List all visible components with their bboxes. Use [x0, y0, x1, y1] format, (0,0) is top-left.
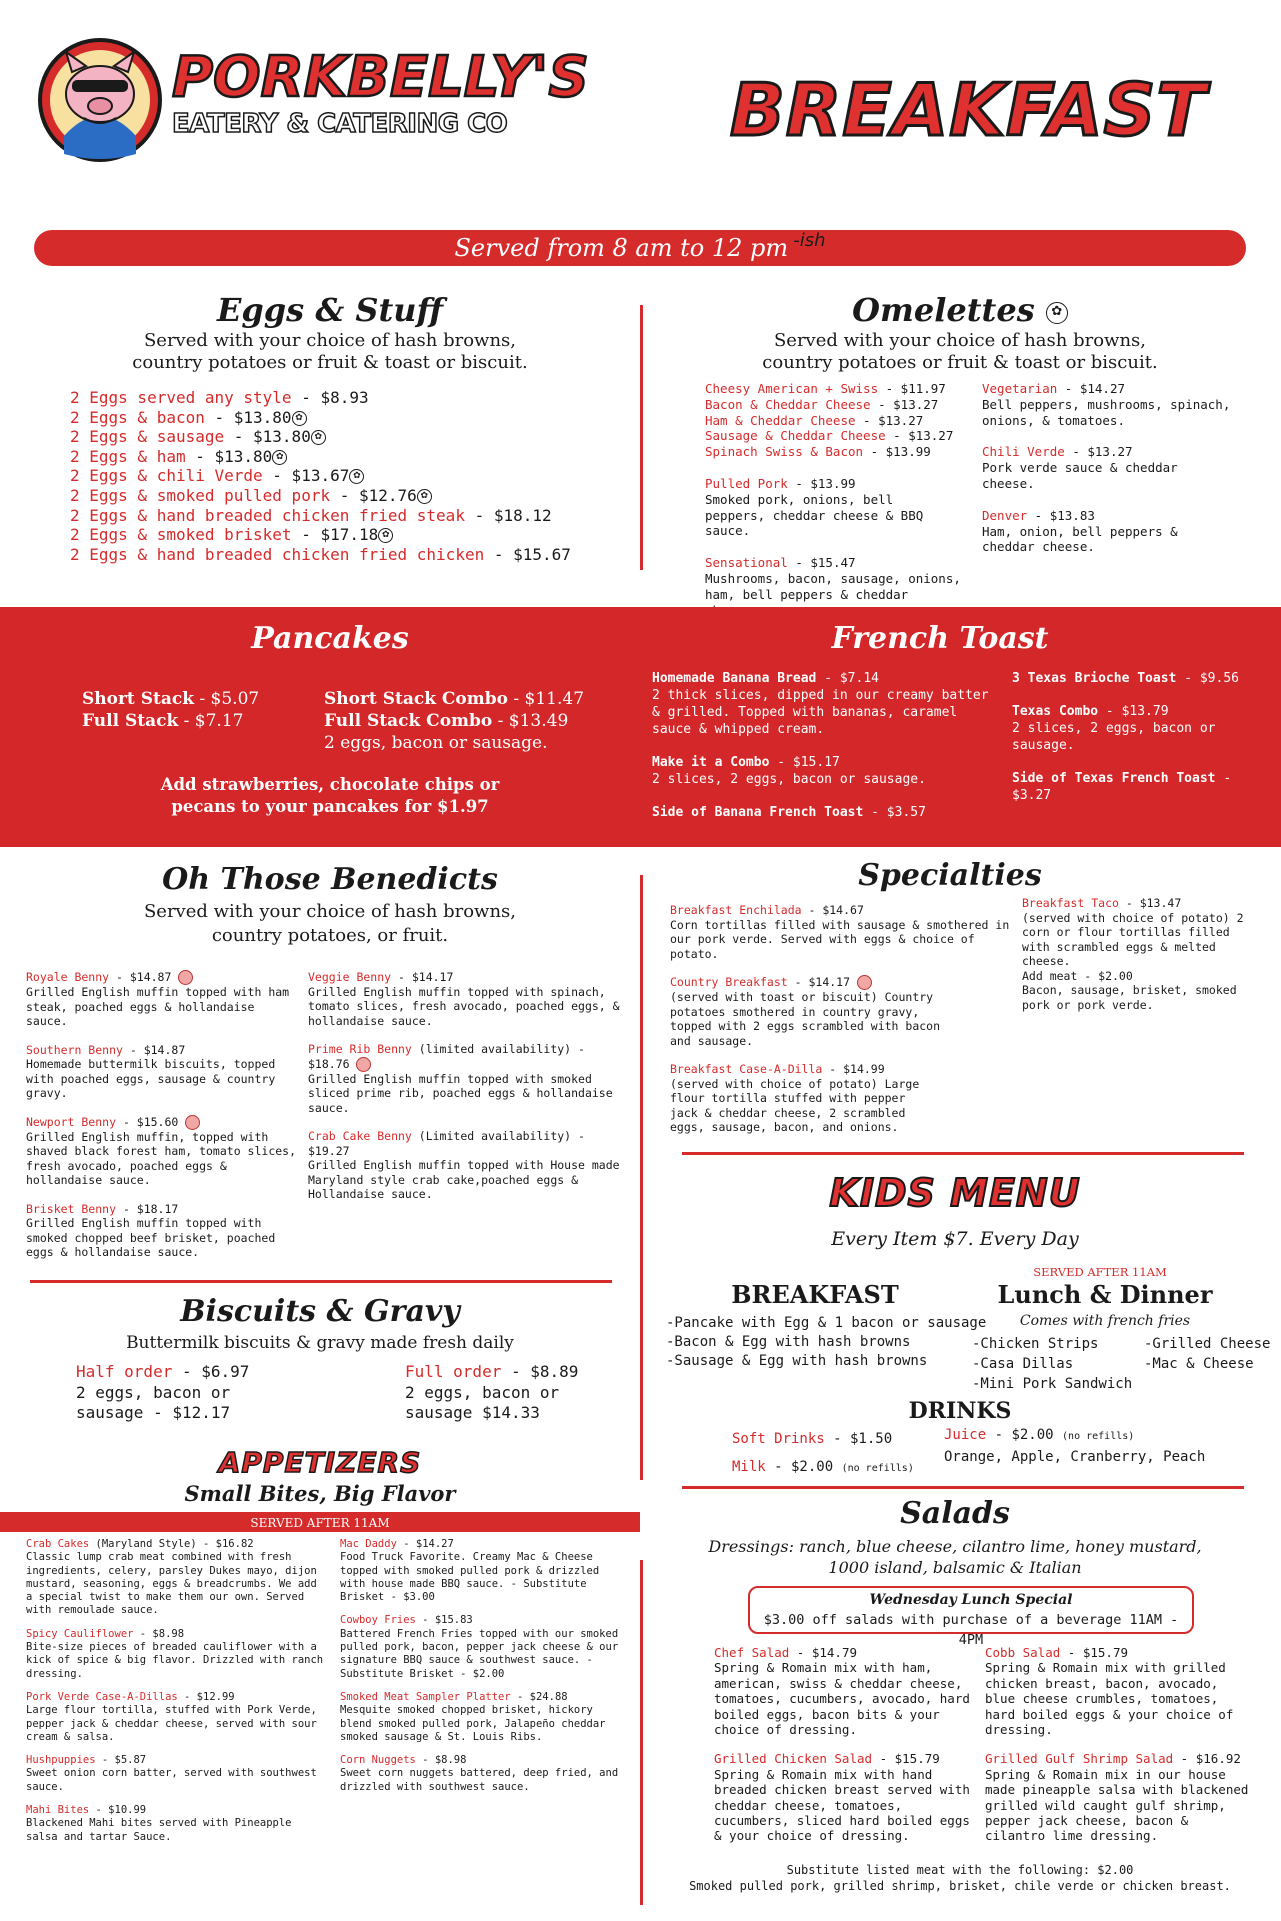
pancakes-combos	[324, 688, 584, 754]
salad-name: Cobb Salad	[985, 1645, 1061, 1660]
salad-price: - $15.79	[1060, 1645, 1128, 1660]
divider-vertical	[640, 1560, 643, 1905]
appetizers-subtitle: Small Bites, Big Flavor	[184, 1481, 456, 1506]
appetizer-desc: Sweet onion corn batter, served with southwest sauce.	[26, 1767, 317, 1793]
half-order-name: Half order	[76, 1362, 173, 1381]
kids-served-after: SERVED AFTER 11AM	[1033, 1265, 1167, 1279]
omelettes-section	[680, 290, 1240, 374]
appetizer-item	[26, 1628, 326, 1681]
drink-juice-flavors: Orange, Apple, Cranberry, Peach	[944, 1449, 1206, 1465]
pancakes-title: Pancakes	[251, 621, 409, 656]
appetizer-desc: Classic lump crab meat combined with fresh ingredients, celery, parsley Dukes mayo, dijon mustard, seasoning, eggs & breadcrumbs. We add a special twist to make them our own. Served with remoulade sauce.	[26, 1551, 317, 1617]
salad-desc: Spring & Romain mix with grilled chicken breast, bacon, avocado, blue cheese crumbles, tomatoes, hard boiled eggs & your choice of dressing.	[985, 1660, 1234, 1738]
benedict-name: Newport Benny	[26, 1114, 117, 1129]
benedict-name: Royale Benny	[26, 970, 110, 984]
benedict-price: - $14.17	[391, 970, 454, 984]
kids-lunch-left	[972, 1334, 1152, 1394]
pig-favorite-icon	[356, 1057, 371, 1072]
appetizer-item	[340, 1614, 630, 1680]
kids-drinks-right	[944, 1425, 1244, 1467]
biscuits-title: Biscuits & Gravy	[180, 1294, 460, 1329]
taco-add-meat: Add meat - $2.00	[1022, 968, 1133, 983]
specialty-item	[670, 903, 1015, 961]
substitute-line-1: Substitute listed meat with the following: $2.00	[786, 1863, 1134, 1877]
salads-dressings-2: 1000 island, balsamic & Italian	[828, 1558, 1082, 1577]
salad-desc: Spring & Romain mix with hand breaded chicken breast served with cheddar cheese, tomatoes, cucumbers, sliced hard boiled eggs & your choice of dressing.	[714, 1766, 970, 1844]
appetizer-item	[26, 1754, 326, 1794]
appetizer-desc: Battered French Fries topped with our smoked pulled pork, bacon, pepper jack cheese & our signature BBQ sauce & southwest sauce. - Substitute Brisket - $2.00	[340, 1627, 619, 1680]
ft-desc: 2 thick slices, dipped in our creamy batter & grilled. Topped with bananas, caramel sauce & whipped cream.	[652, 688, 989, 737]
served-suffix: -ish	[793, 230, 826, 251]
combo-desc: 2 eggs, bacon or sausage.	[324, 733, 548, 753]
kids-breakfast-item: -Pancake with Egg & 1 bacon or sausage	[666, 1315, 987, 1331]
benedicts-desc-2: country potatoes, or fruit.	[211, 925, 449, 946]
benedict-item	[26, 1202, 301, 1260]
appetizer-name: Cowboy Fries	[340, 1614, 416, 1627]
french-toast-right	[1012, 670, 1272, 804]
eggs-item: 2 Eggs & hand breaded chicken fried chicken - $15.67	[70, 544, 571, 564]
omelette-desc: Bell peppers, mushrooms, spinach, onions, & tomatoes.	[982, 396, 1231, 428]
salad-desc: Spring & Romain mix in our house made pineapple salsa with blackened grilled wild caught gulf shrimp, pepper jack cheese, bacon & cilantro lime dressing.	[985, 1766, 1249, 1844]
page-title: BREAKFAST	[730, 68, 1207, 152]
full-order-desc: 2 eggs, bacon or	[405, 1382, 560, 1402]
appetizer-price: - $14.27	[396, 1538, 454, 1550]
benedict-extra: (Limited availability)	[411, 1129, 572, 1143]
addon-line-2: pecans to your pancakes for $1.97	[171, 797, 489, 816]
specialty-price: - $14.67	[801, 903, 864, 917]
omelettes-desc-1: Served with your choice of hash browns,	[773, 330, 1147, 351]
eggs-section	[40, 290, 620, 564]
drink-soft: Soft Drinks - $1.50	[732, 1431, 893, 1447]
appetizer-desc: Large flour tortilla, stuffed with Pork Verde, pepper jack & cheddar cheese, served with sour cream & salsa.	[26, 1704, 317, 1743]
drink-milk: Milk - $2.00 (no refills)	[732, 1459, 914, 1475]
eggs-item: 2 Eggs & bacon - $13.80 ✿	[70, 408, 620, 428]
eggs-item: 2 Eggs & smoked pulled pork - $12.76 ✿	[70, 486, 620, 506]
appetizer-name: Spicy Cauliflower	[26, 1627, 134, 1640]
benedict-name: Veggie Benny	[308, 970, 392, 984]
kids-lunch-sub: Comes with french fries	[1019, 1313, 1191, 1329]
omelette-desc: Mushrooms, bacon, sausage, onions, ham, bell peppers & cheddar	[705, 570, 961, 602]
appetizer-price: - $10.99	[89, 1804, 147, 1817]
specialty-item	[670, 1062, 1015, 1135]
appetizers-col-right	[340, 1538, 630, 1794]
gluten-free-icon: ✿	[311, 430, 326, 445]
drink-juice: Juice - $2.00 (no refills)	[944, 1427, 1135, 1443]
gluten-free-icon: ✿	[349, 469, 364, 484]
specialty-name: Breakfast Enchilada	[670, 903, 802, 917]
pancakes-addon	[40, 774, 620, 818]
biscuits-desc: Buttermilk biscuits & gravy made fresh daily	[126, 1333, 514, 1353]
salads-dressings-1: Dressings: ranch, blue cheese, cilantro lime, honey mustard,	[708, 1537, 1202, 1556]
appetizer-item	[340, 1754, 630, 1794]
benedict-price: - $14.87	[122, 1042, 186, 1057]
kids-lunch-title: Lunch & Dinner	[997, 1280, 1213, 1309]
appetizer-item	[26, 1538, 326, 1618]
eggs-desc-1: Served with your choice of hash browns,	[143, 330, 517, 351]
taco-add-desc: Bacon, sausage, brisket, smoked pork or pork verde.	[1022, 983, 1237, 1012]
benedicts-title: Oh Those Benedicts	[162, 862, 498, 897]
specialties-col-right	[1022, 896, 1252, 1012]
specialty-name: Country Breakfast	[670, 975, 788, 989]
gluten-free-icon: ✿	[1046, 302, 1068, 324]
kids-breakfast-list	[666, 1314, 996, 1371]
salad-item	[714, 1751, 974, 1843]
pig-favorite-icon	[178, 970, 193, 985]
pancakes-section	[40, 620, 620, 658]
divider-horizontal	[682, 1152, 1244, 1155]
pig-favorite-icon	[857, 975, 872, 990]
half-order-desc: 2 eggs, bacon or	[76, 1382, 231, 1402]
kids-lunch-right	[1144, 1334, 1274, 1374]
salad-price: - $14.79	[789, 1645, 857, 1660]
salad-price: - $15.79	[872, 1751, 940, 1767]
benedicts-col-left	[26, 970, 301, 1260]
kids-subtitle: Every Item $7. Every Day	[831, 1228, 1079, 1250]
specialty-name: Breakfast Case-A-Dilla	[670, 1062, 823, 1076]
omelette-item: Bacon & Cheddar Cheese - $13.27	[705, 396, 939, 412]
kids-drinks-left	[732, 1425, 962, 1483]
half-order-combo: sausage - $12.17	[76, 1403, 231, 1422]
appetizer-price: - $16.82	[196, 1538, 254, 1550]
benedict-name: Brisket Benny	[26, 1201, 117, 1216]
kids-lunch-item: -Grilled Cheese	[1144, 1336, 1271, 1352]
appetizer-name: Smoked Meat Sampler Platter	[340, 1690, 511, 1703]
eggs-title: Eggs & Stuff	[217, 291, 443, 329]
kids-breakfast-item: -Bacon & Egg with hash browns	[666, 1334, 911, 1350]
salad-item	[985, 1645, 1255, 1737]
appetizer-desc: Mesquite smoked chopped brisket, hickory blend smoked pulled pork, Jalapeño cheddar smoked sausage & St. Louis Ribs.	[340, 1704, 606, 1743]
special-desc: $3.00 off salads with purchase of a beverage 11AM - 4PM	[763, 1612, 1179, 1648]
divider-horizontal	[30, 1280, 612, 1283]
appetizer-price: - $5.87	[95, 1754, 147, 1767]
appetizer-name: Pork Verde Case-A-Dillas	[26, 1690, 178, 1703]
ft-item: 3 Texas Brioche Toast - $9.56	[1012, 671, 1239, 686]
omelettes-col-left	[705, 381, 975, 618]
benedict-desc: Grilled English muffin, topped with shaved black forest ham, tomato slices, fresh avocado, poached eggs & hollandaise sauce.	[26, 1129, 297, 1187]
french-toast-section	[650, 620, 1230, 658]
served-banner	[34, 230, 1246, 266]
logo	[36, 36, 164, 164]
eggs-list	[40, 388, 620, 564]
substitute-line-2: Smoked pulled pork, grilled shrimp, brisket, chile verde or chicken breast.	[689, 1878, 1231, 1893]
specialty-price: - $14.17	[787, 975, 851, 989]
kids-breakfast-title: BREAKFAST	[731, 1280, 899, 1309]
benedict-desc: Grilled English muffin topped with spinach, tomato slices, fresh avocado, poached eggs, & hollandaise sauce.	[308, 984, 620, 1028]
ft-item: Texas Combo - $13.79	[1012, 704, 1169, 719]
specialty-desc: (served with choice of potato) Large flour tortilla stuffed with pepper jack & cheddar cheese, 2 scrambled eggs, sausage, bacon, and onions.	[670, 1076, 920, 1134]
brand-line2: EATERY & CATERING CO	[172, 109, 508, 139]
appetizer-item	[340, 1691, 630, 1744]
benedict-price: - $18.76	[308, 1042, 585, 1071]
appetizer-name: Mahi Bites	[26, 1804, 90, 1817]
salads-col-left	[714, 1645, 974, 1844]
eggs-item: 2 Eggs & chili Verde - $13.67 ✿	[70, 466, 620, 486]
salads-substitute	[660, 1863, 1260, 1894]
benedict-item	[26, 1115, 301, 1188]
omelette-item: Pulled Pork - $13.99	[705, 475, 856, 491]
specialty-desc: (served with toast or biscuit) Country potatoes smothered in country gravy, topped with 2 eggs scrambled with bacon and sausage.	[670, 990, 941, 1048]
omelette-item: Denver - $13.83	[982, 507, 1095, 523]
omelette-desc: Smoked pork, onions, bell peppers, cheddar cheese & BBQ sauce.	[705, 491, 924, 539]
full-order-combo: sausage $14.33	[405, 1403, 540, 1422]
specialties-title: Specialties	[858, 858, 1042, 893]
biscuits-section	[40, 1292, 600, 1354]
wednesday-special-box	[748, 1586, 1194, 1648]
appetizer-extra: (Maryland Style)	[89, 1538, 197, 1550]
appetizer-item	[26, 1691, 326, 1744]
gluten-free-icon: ✿	[378, 528, 393, 543]
ft-desc: 2 slices, 2 eggs, bacon or sausage.	[652, 772, 926, 787]
benedicts-section	[40, 860, 620, 948]
benedict-item	[308, 1129, 633, 1202]
ft-item: Side of Banana French Toast - $3.57	[652, 805, 926, 820]
appetizer-name: Mac Daddy	[340, 1538, 397, 1550]
appetizer-desc: Sweet corn nuggets battered, deep fried, and drizzled with southwest sauce.	[340, 1767, 619, 1793]
specialty-price: - $13.47	[1118, 896, 1182, 910]
appetizers-served-text: SERVED AFTER 11AM	[250, 1516, 390, 1530]
addon-line-1: Add strawberries, chocolate chips or	[160, 775, 500, 794]
salads-title: Salads	[900, 1496, 1010, 1531]
omelette-item: Cheesy American + Swiss - $11.97	[705, 381, 946, 396]
omelette-item: Spinach Swiss & Bacon - $13.99	[705, 444, 931, 460]
omelette-item: Sausage & Cheddar Cheese - $13.27	[705, 428, 954, 444]
kids-lunch-item: -Mini Pork Sandwich	[972, 1376, 1133, 1392]
benedict-desc: Grilled English muffin topped with smoked sliced prime rib, poached eggs & hollandaise sauce.	[308, 1071, 613, 1115]
eggs-item: 2 Eggs & smoked brisket - $17.18 ✿	[70, 525, 620, 545]
omelettes-desc-2: country potatoes or fruit & toast or biscuit.	[762, 352, 1158, 373]
gluten-free-icon: ✿	[292, 411, 307, 426]
benedict-name: Prime Rib Benny	[308, 1042, 412, 1056]
benedict-desc: Grilled English muffin topped with House made Maryland style crab cake,poached eggs & Hollandaise sauce.	[308, 1158, 620, 1201]
appetizer-price: - $12.99	[177, 1690, 235, 1703]
benedict-item	[26, 970, 301, 1029]
salad-name: Grilled Gulf Shrimp Salad	[985, 1751, 1174, 1767]
salad-price: - $16.92	[1173, 1751, 1241, 1767]
benedict-name: Southern Benny	[26, 1042, 123, 1057]
half-order-price: - $6.97	[172, 1362, 250, 1381]
salads-col-right	[985, 1645, 1255, 1844]
appetizer-item	[26, 1804, 326, 1844]
kids-title: KIDS MENU	[829, 1171, 1081, 1215]
appetizer-desc: Blackened Mahi bites served with Pineapple salsa and tartar Sauce.	[26, 1817, 292, 1843]
benedict-item	[308, 970, 633, 1028]
kids-breakfast-item: -Sausage & Egg with hash browns	[666, 1353, 928, 1369]
specialties-col-left	[670, 903, 1015, 1135]
omelette-desc: Ham, onion, bell peppers & cheddar cheese.	[982, 523, 1178, 555]
appetizer-name: Corn Nuggets	[340, 1754, 416, 1767]
eggs-item: 2 Eggs & sausage - $13.80 ✿	[70, 427, 620, 447]
benedict-price: - $19.27	[308, 1129, 585, 1158]
specialty-item	[670, 975, 1015, 1048]
eggs-desc-2: country potatoes or fruit & toast or biscuit.	[132, 352, 528, 373]
omelette-item: Vegetarian - $14.27	[982, 381, 1125, 396]
salad-item	[985, 1751, 1255, 1843]
brand-name	[172, 45, 589, 140]
benedict-desc: Grilled English muffin topped with smoked chopped beef brisket, poached eggs & hollandaise sauce.	[26, 1216, 276, 1259]
kids-lunch-item: -Casa Dillas	[972, 1356, 1074, 1372]
omelette-item: Chili Verde - $13.27	[982, 444, 1133, 460]
pig-logo-icon	[36, 36, 164, 164]
biscuits-full	[405, 1362, 635, 1424]
ft-item: Homemade Banana Bread - $7.14	[652, 671, 879, 686]
omelette-desc: Pork verde sauce & cheddar cheese.	[982, 460, 1178, 491]
full-stack: Full Stack - $7.17	[82, 711, 244, 731]
divider-horizontal	[682, 1486, 1244, 1489]
ft-item: Side of Texas French Toast - $3.27	[1012, 771, 1232, 803]
kids-drinks-title: DRINKS	[908, 1398, 1012, 1424]
benedict-price: - $14.87	[109, 970, 172, 984]
appetizer-price: - $8.98	[415, 1754, 467, 1767]
appetizer-item	[340, 1538, 630, 1604]
benedict-item	[308, 1042, 633, 1115]
kids-lunch-item: -Chicken Strips	[972, 1336, 1099, 1352]
omelettes-title-text: Omelettes	[852, 291, 1035, 329]
omelettes-col-right	[982, 381, 1232, 555]
gluten-free-icon: ✿	[417, 489, 432, 504]
appetizer-desc: Bite-size pieces of breaded cauliflower with a kick of spice & big flavor. Drizzled with ranch dressing.	[26, 1641, 324, 1680]
eggs-item: 2 Eggs & hand breaded chicken fried steak - $18.12	[70, 505, 552, 525]
brand-line1: PORKBELLY'S	[172, 45, 589, 110]
omelette-item: Ham & Cheddar Cheese - $13.27	[705, 412, 924, 428]
specialty-price: - $14.99	[822, 1062, 885, 1076]
full-order-price: - $8.89	[501, 1362, 579, 1381]
ft-item: Make it a Combo - $15.17	[652, 755, 840, 770]
served-text: Served from 8 am to 12 pm	[454, 234, 789, 262]
appetizer-name: Hushpuppies	[26, 1754, 96, 1767]
omelette-item: Sensational - $15.47	[705, 555, 856, 571]
appetizers-col-left	[26, 1538, 326, 1844]
divider-vertical	[640, 875, 643, 1480]
ft-desc: 2 slices, 2 eggs, bacon or sausage.	[1012, 721, 1216, 753]
specialty-name: Breakfast Taco	[1022, 896, 1119, 910]
kids-lunch-item: -Mac & Cheese	[1144, 1356, 1254, 1372]
eggs-item: 2 Eggs & ham - $13.80 ✿	[70, 447, 620, 467]
french-toast-left	[652, 670, 992, 821]
appetizer-name: Crab Cakes	[26, 1538, 90, 1550]
appetizer-price: - $8.98	[133, 1627, 185, 1640]
french-toast-title: French Toast	[831, 621, 1049, 656]
benedict-price: - $18.17	[116, 1201, 179, 1216]
appetizer-price: - $24.88	[510, 1690, 568, 1703]
appetizer-desc: Food Truck Favorite. Creamy Mac & Cheese topped with smoked pulled pork & drizzled with house made BBQ sauce. - Substitute Brisket - $3.00	[340, 1551, 600, 1604]
special-title: Wednesday Lunch Special	[869, 1592, 1073, 1608]
salad-desc: Spring & Romain mix with ham, american, swiss & cheddar cheese, tomatoes, cucumbers, avocado, hard boiled eggs, bacon bits & your choice of dressing.	[714, 1660, 970, 1738]
pancakes-stacks	[82, 688, 259, 732]
short-stack-combo: Short Stack Combo - $11.47	[324, 689, 585, 709]
specialty-desc: Corn tortillas filled with sausage & smothered in our pork verde. Served with eggs & choice of potato.	[670, 917, 1010, 961]
benedicts-desc-1: Served with your choice of hash browns,	[143, 901, 517, 922]
benedict-name: Crab Cake Benny	[308, 1129, 412, 1143]
divider-vertical	[640, 305, 643, 570]
short-stack: Short Stack - $5.07	[82, 689, 260, 709]
salad-name: Grilled Chicken Salad	[714, 1751, 873, 1767]
omelettes-title	[680, 290, 1240, 330]
full-order-name: Full order	[405, 1362, 502, 1381]
eggs-item: 2 Eggs served any style - $8.93	[70, 388, 369, 407]
gluten-free-icon: ✿	[272, 450, 287, 465]
benedict-price: - $15.60	[116, 1114, 179, 1129]
appetizers-title: APPETIZERS	[218, 1446, 422, 1479]
salad-item	[714, 1645, 974, 1737]
benedict-extra: (limited availability)	[411, 1042, 572, 1056]
appetizer-price: - $15.83	[415, 1614, 473, 1627]
specialty-desc: (served with choice of potato) 2 corn or flour tortillas filled with scrambled eggs & melted cheese.	[1022, 910, 1244, 968]
appetizers-served-bar	[0, 1512, 640, 1532]
benedict-desc: Homemade buttermilk biscuits, topped with poached eggs, sausage & country gravy.	[26, 1057, 276, 1100]
benedict-item	[26, 1043, 301, 1101]
benedicts-col-right	[308, 970, 633, 1202]
full-stack-combo: Full Stack Combo - $13.49	[324, 711, 569, 731]
biscuits-half	[76, 1362, 336, 1424]
salad-name: Chef Salad	[714, 1645, 790, 1660]
benedict-desc: Grilled English muffin topped with ham steak, poached eggs & hollandaise sauce.	[26, 985, 290, 1028]
pig-favorite-icon	[185, 1115, 200, 1130]
